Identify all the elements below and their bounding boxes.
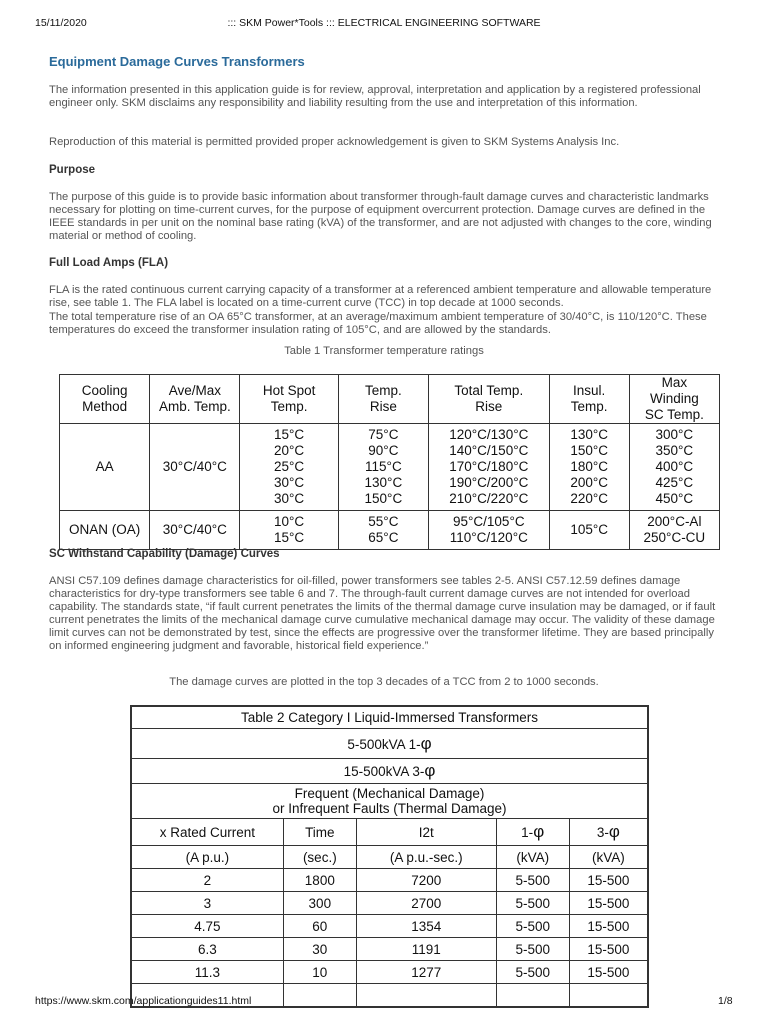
table-cell: 2700: [411, 895, 442, 911]
unit-cell: (A p.u.): [185, 849, 230, 865]
aa-method: AA: [95, 459, 114, 474]
table-cell: 5-500: [515, 895, 550, 911]
onan-total: 95°C/105°C 110°C/120°C: [449, 514, 528, 545]
phi-symbol: φ: [424, 761, 436, 780]
table2-title: Table 2 Category I Liquid-Immersed Transformers: [240, 710, 539, 725]
col-hot-spot-temp: Hot Spot Temp.: [262, 383, 316, 414]
table-cell: 5-500: [515, 872, 550, 888]
table-cell: 7200: [411, 872, 442, 888]
table-row: [131, 961, 648, 984]
col-ambient-temp: Ave/Max Amb. Temp.: [158, 383, 231, 414]
table2-3ph-range: 15-500kVA 3-: [343, 764, 425, 779]
page-url-link[interactable]: https://www.skm.com/applicationguides11.html: [35, 995, 252, 1007]
table-cell: 2: [203, 872, 212, 888]
table-header-row: [131, 819, 648, 846]
table-cell: 15-500: [587, 895, 630, 911]
table-cell: 3: [203, 895, 212, 911]
aa-winding: 300°C 350°C 400°C 425°C 450°C: [655, 427, 694, 506]
col-total-temp-rise: Total Temp. Rise: [454, 383, 524, 414]
onan-hotspot: 10°C 15°C: [274, 514, 305, 545]
table-row: [60, 424, 720, 511]
table-row: [131, 938, 648, 961]
purpose-heading: Purpose: [49, 164, 96, 176]
sc-heading: SC Withstand Capability (Damage) Curves: [49, 548, 280, 560]
aa-total: 120°C/130°C 140°C/150°C 170°C/180°C 190°C/200°C 210°C/220°C: [449, 427, 529, 506]
purpose-paragraph: The purpose of this guide is to provide basic information about transformer through-fault damage curves and characteristic landmarks necessary for plotting on time-current curves, for the purpose of equipment overcurrent protection. Damage curves are defined in the IEEE standards in per unit on the nominal base rating (kVA) of the transformer, and are not adjusted with changes to the core, winding material or method of cooling.: [49, 191, 712, 242]
unit-cell: (kVA): [592, 849, 625, 865]
table-cell: 1277: [411, 964, 442, 980]
table-cell: 11.3: [194, 964, 220, 980]
category-1-damage-table: [130, 705, 649, 1008]
phi-symbol: φ: [420, 733, 432, 753]
temperature-ratings-table: [59, 374, 720, 550]
table-cell: 1191: [411, 941, 441, 957]
col-cooling-method: Cooling Method: [81, 383, 128, 414]
col-3ph: 3-: [596, 825, 609, 840]
table-cell: 6.3: [197, 941, 217, 957]
table2-1ph-range: 5-500kVA 1-: [347, 736, 421, 752]
onan-winding: 200°C-Al 250°C-CU: [643, 514, 706, 545]
page-title: Equipment Damage Curves Transformers: [49, 54, 305, 69]
intro-paragraph: The information presented in this application guide is for review, approval, interpretation and application by a registered professional engineer only. SKM disclaims any responsibility and liability resulting from the use and interpretation of this information.: [49, 84, 701, 109]
table1-caption: Table 1 Transformer temperature ratings: [284, 345, 484, 357]
table-cell: 15-500: [587, 964, 630, 980]
table-cell: 5-500: [515, 964, 550, 980]
unit-cell: (sec.): [302, 849, 337, 865]
onan-rise: 55°C 65°C: [368, 514, 399, 545]
table-cell: 300: [308, 895, 332, 911]
col-rated-current: x Rated Current: [159, 824, 255, 840]
table-cell: 4.75: [194, 918, 221, 934]
table-cell: 60: [312, 918, 328, 934]
table-cell: 5-500: [515, 941, 550, 957]
phi-symbol: φ: [608, 822, 620, 841]
aa-rise: 75°C 90°C 115°C 130°C 150°C: [364, 427, 403, 506]
sc-note: The damage curves are plotted in the top 3 decades of a TCC from 2 to 1000 seconds.: [169, 676, 599, 688]
table-cell: 1354: [411, 918, 442, 934]
reproduction-paragraph: Reproduction of this material is permitted provided proper acknowledgement is given to SKM Systems Analysis Inc.: [49, 136, 620, 148]
aa-ambient: 30°C/40°C: [162, 459, 227, 474]
table-units-row: [131, 846, 648, 869]
unit-cell: (A p.u.-sec.): [389, 849, 463, 865]
print-date: 15/11/2020: [35, 17, 87, 29]
table-cell: 15-500: [587, 872, 630, 888]
fla-heading: Full Load Amps (FLA): [49, 257, 169, 269]
onan-insul: 105°C: [570, 522, 608, 537]
col-max-winding-sc-temp: Max Winding SC Temp.: [644, 375, 704, 422]
col-insul-temp: Insul. Temp.: [570, 383, 608, 414]
print-header-title: ::: SKM Power*Tools ::: ELECTRICAL ENGINEERING SOFTWARE: [227, 17, 541, 29]
fla-paragraph-1: FLA is the rated continuous current carrying capacity of a transformer at a referenced ambient temperature and allowable temperature rise, see table 1. The FLA label is located on a time-current curve (TCC) in top decade at 1000 seconds.: [49, 284, 712, 309]
sc-paragraph: ANSI C57.109 defines damage characteristics for oil-filled, power transformers see tables 2-5. ANSI C57.12.59 defines damage characteristics for dry-type transformers see table 6 and 7. The through-fault current damage curves are not intended for overload capability. The standards state, “if fault current penetrates the limits of the thermal damage curve insulation may be damaged, or if fault current penetrates the limits of the mechanical damage curve cumulative mechanical damage may occur. The validity of these damage limit curves can not be demonstrated by test, since the effects are progressive over the transformer lifetime. They are based principally on informed engineering judgment and favorable, historical field experience.”: [49, 575, 716, 652]
table-row: [131, 915, 648, 938]
table-row: [131, 869, 648, 892]
table-cell: 15-500: [587, 941, 630, 957]
col-i2t: I2t: [418, 824, 434, 840]
phi-symbol: φ: [533, 822, 545, 841]
unit-cell: (kVA): [516, 849, 550, 865]
aa-insul: 130°C 150°C 180°C 200°C 220°C: [570, 427, 608, 506]
table-row: [131, 892, 648, 915]
table-cell: 15-500: [587, 918, 630, 934]
table-cell: 10: [312, 964, 328, 980]
table-row: [60, 511, 720, 550]
onan-method: ONAN (OA): [68, 522, 141, 537]
onan-ambient: 30°C/40°C: [162, 522, 227, 537]
page-number: 1/8: [718, 995, 733, 1007]
aa-hotspot: 15°C 20°C 25°C 30°C 30°C: [274, 427, 305, 506]
table2-fault-type: Frequent (Mechanical Damage) or Infrequent Faults (Thermal Damage): [272, 786, 507, 816]
table-header-row: [60, 375, 720, 424]
col-time: Time: [305, 824, 335, 840]
table-cell: 1800: [304, 872, 335, 888]
col-1ph: 1-: [521, 825, 534, 840]
table-cell: 30: [312, 941, 328, 957]
table-cell: 5-500: [515, 918, 550, 934]
col-temp-rise: Temp. Rise: [364, 383, 402, 414]
fla-paragraph-2: The total temperature rise of an OA 65°C transformer, at an average/maximum ambient temperature of 30/40°C, is 110/120°C. These temperatures do exceed the transformer insulation rating of 105°C, and are allowed by the standards.: [49, 311, 707, 336]
